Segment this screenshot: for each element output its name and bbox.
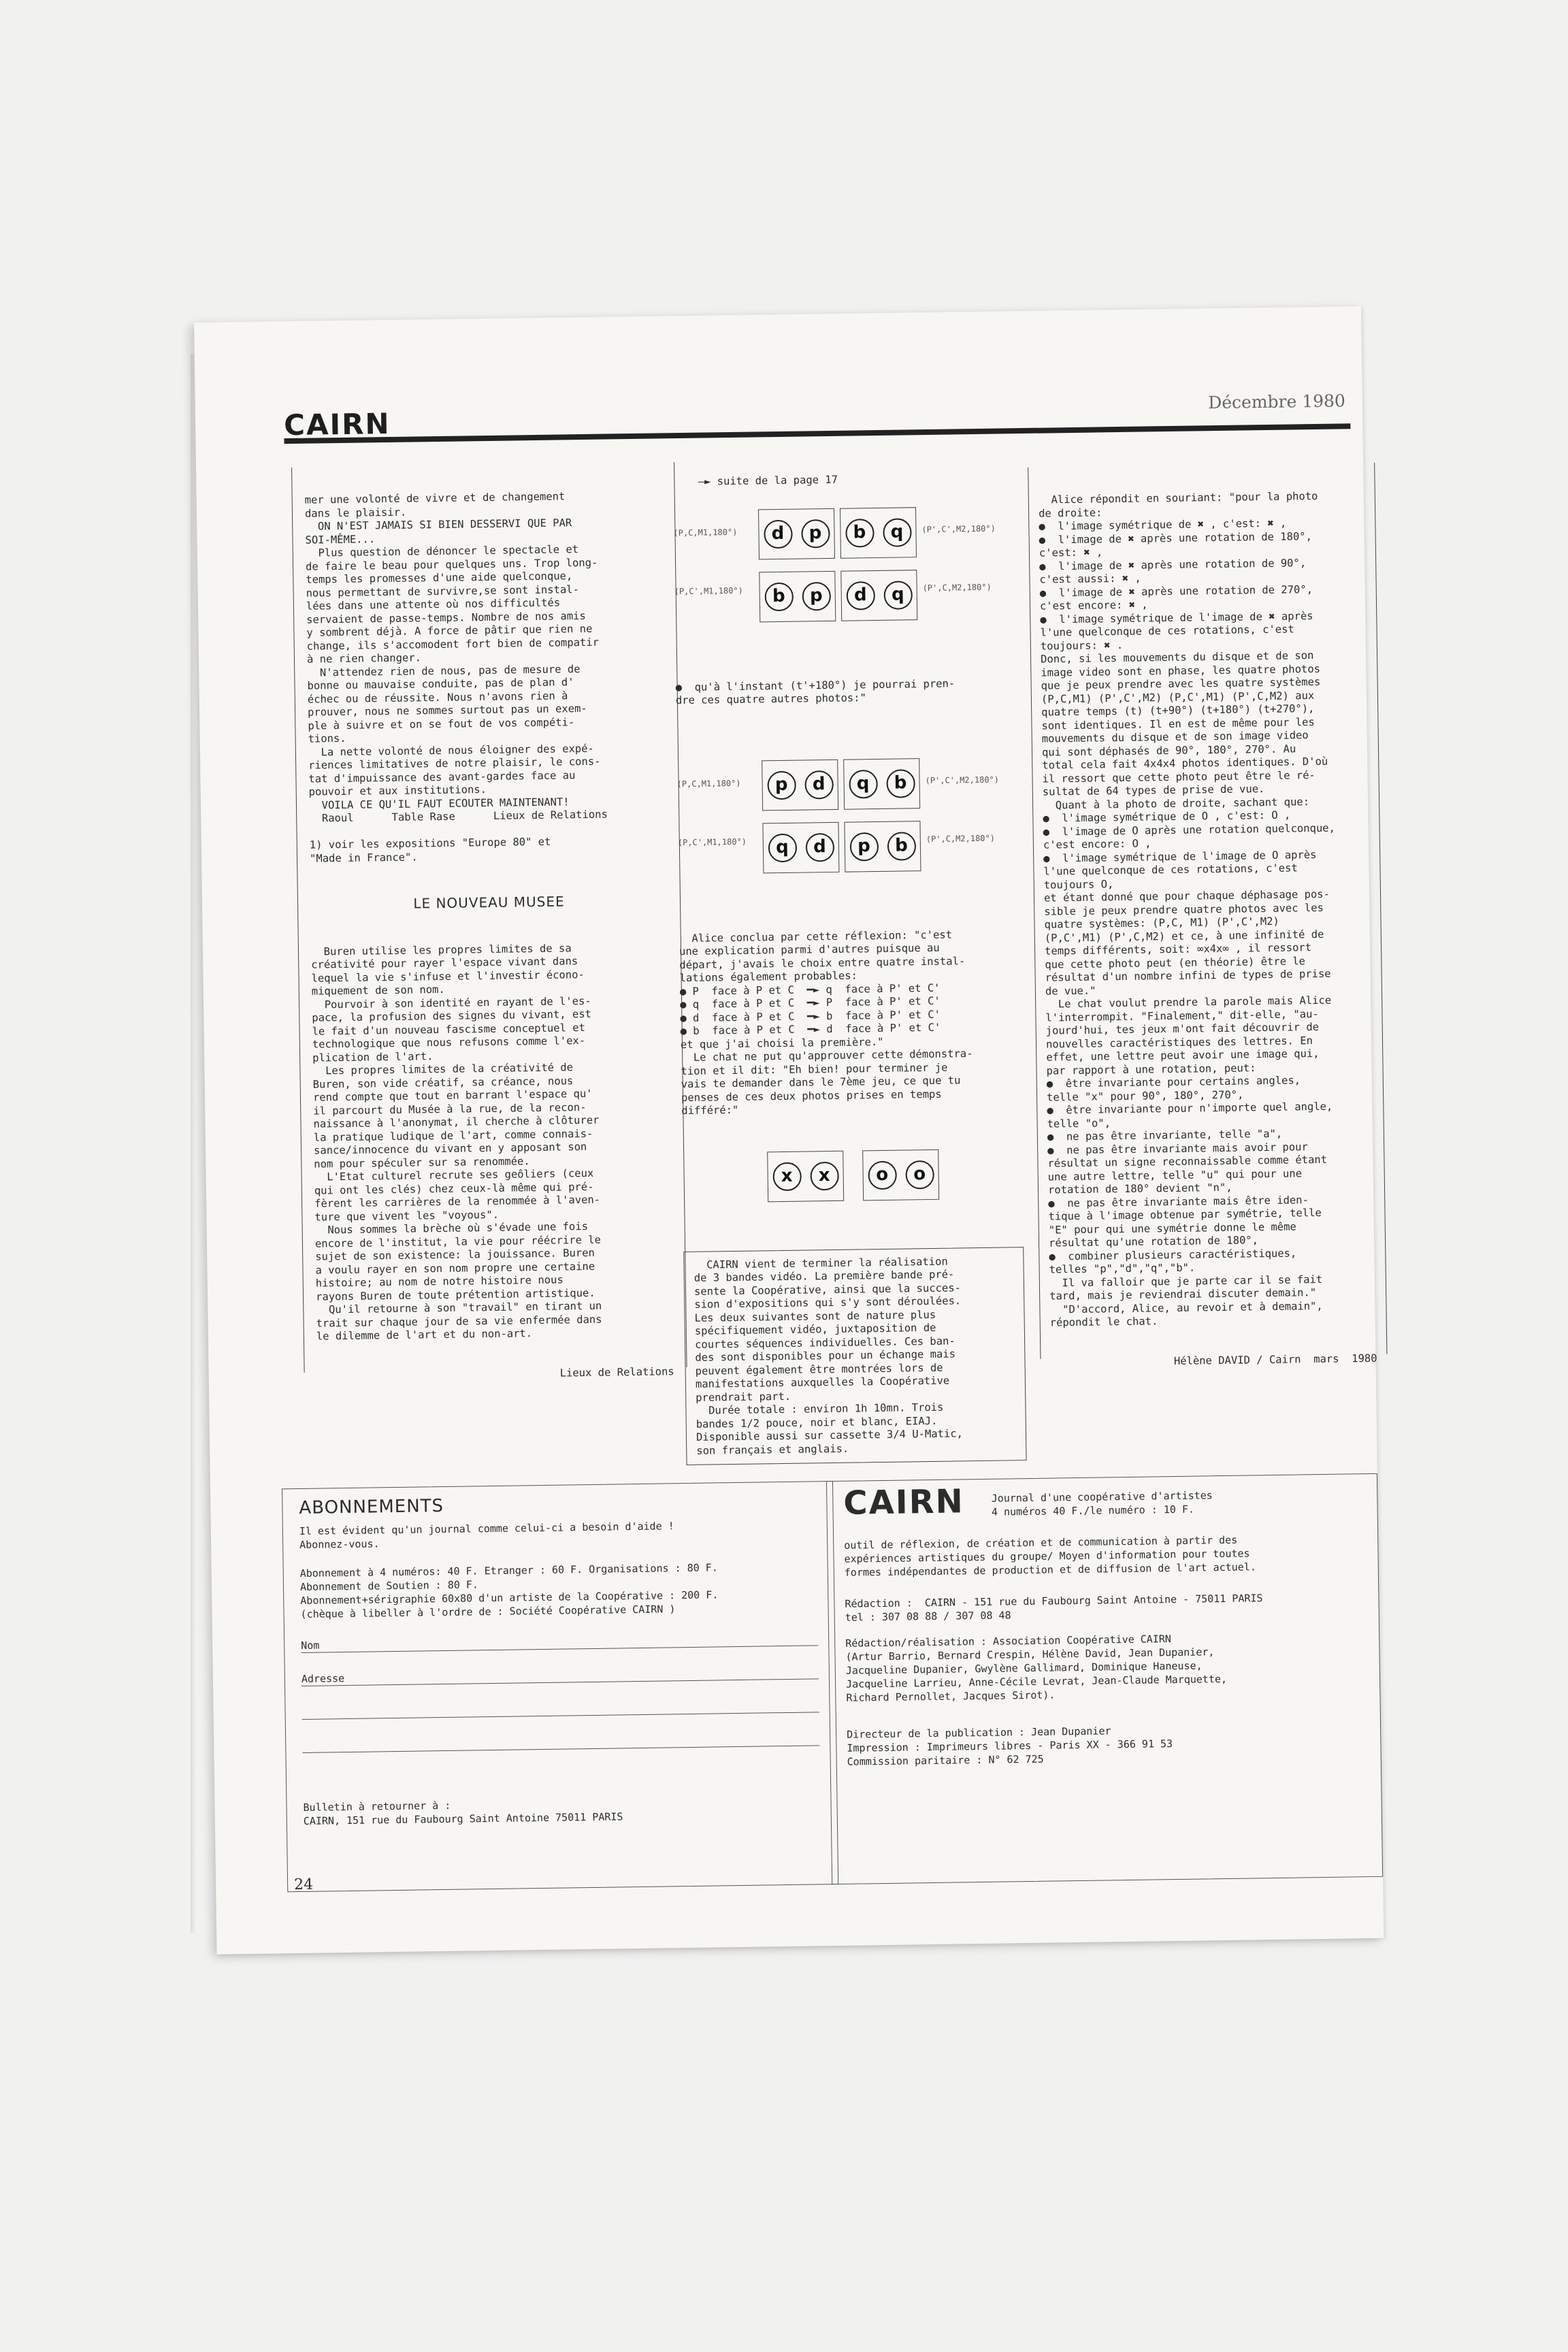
- letter-glyph: p: [801, 519, 830, 548]
- system-tag: (P,C',M1,180°): [674, 585, 743, 596]
- letter-glyph: d: [805, 832, 834, 862]
- issue-date: Décembre 1980: [1207, 391, 1346, 413]
- tagline: Journal d'une coopérative d'artistes 4 numéros 40 F./le numéro : 10 F.: [991, 1489, 1213, 1518]
- letter-glyph: b: [764, 582, 794, 611]
- return-address: Bulletin à retourner à : CAIRN, 151 rue du Faubourg Saint Antoine 75011 PARIS: [303, 1799, 623, 1827]
- letter-glyph: o: [868, 1160, 897, 1190]
- page-number: 24: [293, 1876, 314, 1894]
- letter-glyph: b: [886, 769, 915, 798]
- page-fold: [191, 354, 196, 1933]
- video-announcement: CAIRN vient de terminer la réalisation de 3 bandes vidéo. La première bande pré- sente la Coopérative, ainsi que la succes- sion d'expositions qui s'y sont déroulées. Les deux suivantes sont de nature plus spécifiquement vidéo, juxtaposition de courtes séquences individuelles. Ces ban- des sont disponibles pour un échange mais peuvent également être montrées lors de manifestations auxquelles la Coopérative prendrait part. Durée totale : environ 1h 10mn. Trois bandes 1/2 pouce, noir et blanc, EIAJ. Disponible aussi sur cassette 3/4 U-Matic, son français et anglais.: [683, 1247, 1026, 1465]
- system-tag: (P,C',M1,180°): [677, 836, 747, 847]
- photo-diagram-2: [676, 757, 1019, 898]
- letter-glyph: p: [849, 832, 879, 862]
- system-tag: (P',C,M2,180°): [926, 833, 996, 844]
- letter-glyph: q: [768, 833, 797, 862]
- photo-tile: [762, 821, 839, 873]
- instant-text: ● qu'à l'instant (t'+180°) je pourrai pren- dre ces quatre autres photos:": [675, 676, 956, 707]
- photo-diagram-1: [673, 506, 1015, 647]
- cairn-logo-large: CAIRN: [843, 1482, 965, 1522]
- musee-text: Buren utilise les propres limites de sa créativité pour rayer l'espace vivant dans lequel la vie s'infuse et l'investir écono- miquement de son nom. Pourvoir à son identité en rayant de l'es- pace, la profusion des signes du vivant, est le fait d'un nouveau fascisme conceptuel et technologique que nous refusons comme l'ex- plication de l'art. Les propres limites de la créativité de Buren, son vide créatif, sa créance, nous rend compte que tout en barrant l'espace qu' il parcourt du Musée à la rue, de la recon- naissance à l'anonymat, il cherche à clôturer la pratique ludique de l'art, comme connais- sance/innocence du vivant en y apposant son nom pour spéculer sur sa renommée. L'Etat culturel recrute ses geôliers (ceux qui ont les clés) chez ceux-là même qui pré- fèrent les carrières de la renommée à l'aven- ture que vivent les "voyous". Nous sommes la brèche où s'évade une fois encore de l'institut, la vie pour réécrire le sujet de son existence: la jouissance. Buren a voulu rayer en son nom propre une certaine histoire; au nom de notre histoire nous rayons Buren de toute prétention artistique. Qu'il retourne à son "travail" en tirant un trait sur chaque jour de sa vie enfermée dans le dilemme de l'art et du non-art.: [310, 941, 602, 1343]
- photo-tile: [843, 758, 920, 810]
- system-tag: (P,C,M1,180°): [676, 778, 741, 789]
- letter-glyph: d: [764, 519, 793, 549]
- photo-tile: [758, 508, 835, 559]
- header-rule: [284, 423, 1350, 444]
- publication: Directeur de la publication : Jean Dupanier Impression : Imprimeurs libres - Paris XX - 366 91 53 Commission paritaire : N° 62 725: [847, 1725, 1173, 1768]
- photo-tile: [840, 570, 917, 621]
- continued-note: —► suite de la page 17: [698, 473, 838, 488]
- letter-glyph: q: [849, 770, 878, 799]
- letter-glyph: x: [810, 1161, 839, 1190]
- conclusion-text: Alice conclua par cette réflexion: "c'est une explication parmi d'autres puisque au départ, j'avais le choix entre quatre instal- lations également probables: ● P face à P et C ━► q face à P' et C' ● q face à P et C ━► P face à P' et C' ● d face à P et C ━► b face à P' et C' ● b face à P et C ━► d face à P' et C' et que j'ai choisi la première." Le chat ne put qu'approuver cette démonstra- tion et il dit: "Eh bien! pour terminer je vais te demander dans le 7ème jeu, ce que tu penses de ces deux photos prises en temps différé:": [679, 928, 973, 1117]
- column-1: [291, 462, 687, 1379]
- photo-tile: [759, 570, 836, 622]
- address-line[interactable]: [302, 1730, 819, 1753]
- section-heading: LE NOUVEAU MUSEE: [413, 893, 565, 912]
- name-label: Nom: [301, 1639, 320, 1652]
- realisation: Rédaction/réalisation : Association Coopérative CAIRN (Artur Barrio, Bernard Crespin, Hélène David, Jean Dupanier, Jacqueline Dupanier, Gwylène Gallimard, Dominique Haneuse, Jacqueline Larrieu, Anne-Cécile Levrat, Jean-Claude Marquette, Richard Pernollet, Jacques Sirot).: [845, 1633, 1228, 1704]
- photo-tile: [762, 759, 838, 811]
- letter-glyph: b: [845, 519, 875, 548]
- letter-glyph: q: [883, 581, 913, 610]
- letter-glyph: b: [887, 832, 916, 861]
- subscription-intro: Il est évident qu'un journal comme celui-ci a besoin d'aide ! Abonnez-vous.: [299, 1520, 674, 1551]
- letter-glyph: o: [905, 1160, 934, 1189]
- system-tag: (P,C,M1,180°): [673, 527, 738, 538]
- column-2: [672, 457, 1027, 1492]
- system-tag: (P',C',M2,180°): [925, 774, 1000, 785]
- masthead-panel: [826, 1473, 1383, 1884]
- subscription-rates: Abonnement à 4 numéros: 40 F. Etranger : 60 F. Organisations : 80 F. Abonnement de Soutien : 80 F. Abonnement+sérigraphie 60x80 d'un artiste de la Coopérative : 200 F. (chèque à libeller à l'ordre de : Société Coopérative CAIRN ): [299, 1561, 719, 1620]
- column-3: [1028, 463, 1387, 1367]
- photo-tile: [844, 821, 921, 872]
- address-label: Adresse: [301, 1672, 345, 1685]
- letter-glyph: p: [802, 581, 831, 610]
- newspaper-page: [194, 306, 1384, 1955]
- alice-text: Alice répondit en souriant: "pour la photo de droite: ● l'image symétrique de ✖ , c'est: ✖ , ● l'image de ✖ après une rotation de 180°, c'est: ✖ , ● l'image de ✖ après une rotation de 90°, c'est aussi: ✖ , ● l'image de ✖ après une rotation de 270°, c'est encore: ✖ , ● l'image symétrique de l'image de ✖ après l'une quelconque de ces rotations, c'est toujours: ✖ . Donc, si les mouvements du disque et de son image video sont en phase, les quatre photos que je peux prendre avec les quatre systèmes (P,C,M1) (P',C',M2) (P,C',M1) (P',C,M2) aux quatre temps (t) (t+90°) (t+180°) (t+270°), sont identiques. Il en est de même pour les mouvements du disque et de son image video qui sont déphasés de 90°, 180°, 270°. Au total cela fait 4x4x4 photos identiques. D'où il ressort que cette photo peut être le ré- sultat de 64 types de prise de vue. Quant à la photo de droite, sachant que: ● l'image symétrique de O , c'est: O , ● l'image de O après une rotation quelconque, c'est encore: O , ● l'image symétrique de l'image de O après l'une quelconque de ces rotations, c'est toujours O, et étant donné que pour chaque déphasage pos- sible je peux prendre quatre photos avec les quatre systèmes: (P,C, M1) (P',C',M2) (P,C',M1) (P',C,M2) et ce, à une infinité de temps différents, soit: ∞x4x∞ , il ressort que cette photo peut (en théorie) être le résultat d'un nombre infini de types de prise de vue." Le chat voulut prendre la parole mais Alice l'interrompit. "Finalement," dit-elle, "au- jourd'hui, tes jeux m'ont fait découvrir de nouvelles caractéristiques des lettres. En effet, une lettre peut avoir une image qui, par rapport à une rotation, peut: ● être invariante pour certains angles, telle "x" pour 90°, 180°, 270°, ● être invariante pour n'importe quel angle, telle "o", ● ne pas être invariante, telle "a", ● ne pas être invariante mais avoir pour résultat un signe reconnaissable comme étant une autre lettre, telle "u" qui pour une rotation de 180° devient "n", ● ne pas être invariante mais être iden- tique à l'image obtenue par symétrie, telle "E" pour qui une symétrie donne le même résultat qu'une rotation de 180°, ● combiner plusieurs caractéristiques, telles "p","d","q","b". Il va falloir que je parte car il se fait tard, mais je reviendrai discuter demain." "D'accord, Alice, au revoir et à demain", répondit le chat.: [1038, 489, 1336, 1329]
- subscription-title: ABONNEMENTS: [299, 1496, 444, 1518]
- letter-glyph: q: [883, 518, 912, 547]
- photo-tile: [862, 1149, 939, 1200]
- subscription-form: [282, 1481, 838, 1892]
- photo-diagram-3: [682, 1148, 1023, 1207]
- system-tag: (P',C',M2,180°): [921, 523, 996, 534]
- signature: Hélène DAVID / Cairn mars 1980: [1173, 1352, 1377, 1367]
- cairn-logo: CAIRN: [283, 406, 391, 442]
- redaction: Rédaction : CAIRN - 151 rue du Faubourg Saint Antoine - 75011 PARIS tel : 307 08 88 / 307 08 48: [845, 1592, 1263, 1624]
- address-line[interactable]: [301, 1697, 819, 1720]
- letter-glyph: x: [772, 1162, 802, 1191]
- system-tag: (P',C,M2,180°): [922, 582, 992, 593]
- letter-glyph: d: [804, 770, 834, 799]
- address-field[interactable]: [301, 1663, 819, 1686]
- photo-tile: [840, 507, 917, 559]
- name-field[interactable]: [301, 1630, 818, 1653]
- purpose: outil de réflexion, de création et de communication à partir des expériences artistiques du groupe/ Moyen d'information pour toutes formes indépendantes de production et de diffusion de l'art actuel.: [844, 1533, 1256, 1579]
- signature: Lieux de Relations: [559, 1365, 674, 1379]
- letter-glyph: d: [846, 581, 875, 610]
- manifesto-text: mer une volonté de vivre et de changement dans le plaisir. ON N'EST JAMAIS SI BIEN DESSERVI QUE PAR SOI-MÊME... Plus question de dénoncer le spectacle et de faire le beau pour quelques uns. Trop long- temps les promesses d'une aide quelconque, nous permettant de survivre,se sont instal- lées dans une attente où nos difficultés servaient de passe-temps. Nombre de nos amis y sombrent déjà. A force de pâtir que rien ne change, ils s'accomodent fort bien de compatir à ne rien changer. N'attendez rien de nous, pas de mesure de bonne ou mauvaise conduite, pas de plan d' échec ou de réussite. Nous n'avons rien à prouver, nous ne sommes surtout pas un exem- ple à suivre et on se fout de vos compéti- tions. La nette volonté de nous éloigner des expé- riences limitatives de notre plaisir, le cons- tat d'impuissance des avant-gardes face au pouvoir et aux institutions. VOILA CE QU'IL FAUT ECOUTER MAINTENANT! Raoul Table Rase Lieux de Relations 1) voir les expositions "Europe 80" et "Made in France".: [304, 490, 608, 865]
- letter-glyph: p: [767, 770, 796, 800]
- photo-tile: [767, 1150, 844, 1202]
